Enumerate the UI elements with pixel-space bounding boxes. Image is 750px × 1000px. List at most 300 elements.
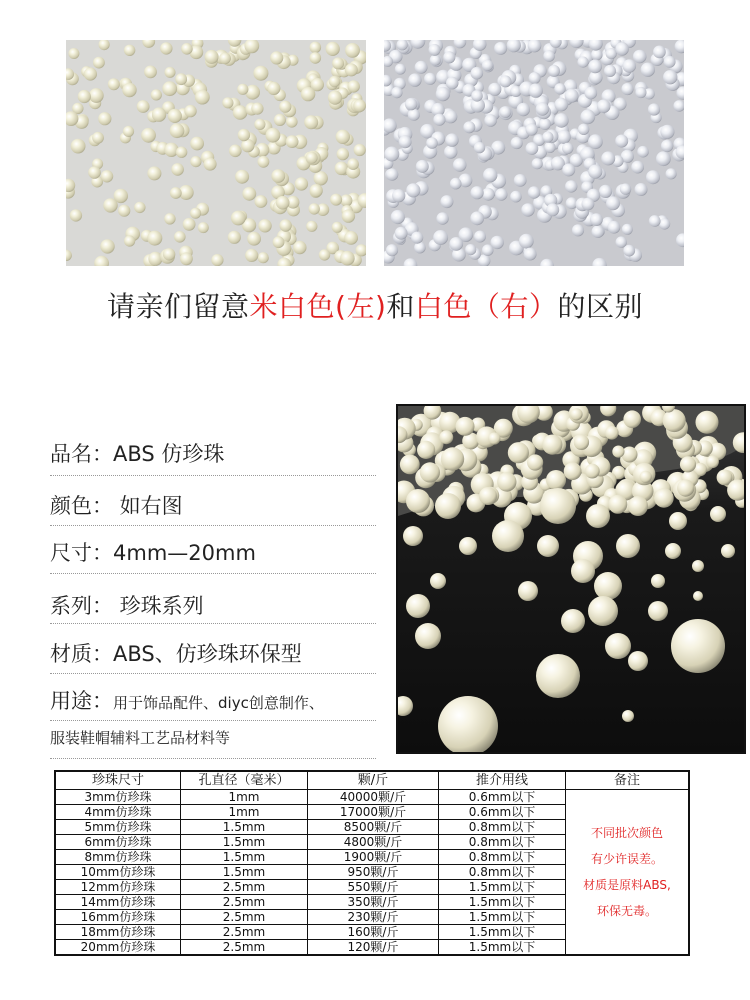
pearl [615,42,629,56]
pearl [439,430,453,444]
pearl [406,489,430,513]
cell-hole: 2.5mm [181,895,308,910]
pearl [319,249,330,260]
header-size: 珍珠尺寸 [55,771,181,790]
pearl [710,506,726,522]
pearl [592,225,605,238]
pearl [680,456,696,472]
pearl [170,123,185,138]
pearl [295,177,308,190]
pearls-closeup-photo [396,404,746,754]
pearl [70,209,82,221]
pearl [314,171,328,185]
header-count-per-jin: 颗/斤 [308,771,439,790]
pearl [306,152,318,164]
pearl [623,59,637,73]
pearl [228,231,241,244]
pearl [436,212,448,224]
pearl [628,651,648,671]
cell-size: 4mm仿珍珠 [55,805,181,820]
pearl [648,103,660,115]
pearl [286,116,298,128]
pearl [245,249,258,262]
pearl [511,137,523,149]
pearl [123,126,134,137]
pearl [692,560,704,572]
spec-divider [50,475,376,476]
size-table [54,770,690,956]
spec-divider [50,720,376,721]
pearl [574,435,589,450]
pearl [255,195,268,208]
pearl [306,221,317,232]
pearl [345,63,358,76]
cell-hole: 1.5mm [181,820,308,835]
pearl [258,156,270,168]
cell-size: 16mm仿珍珠 [55,910,181,925]
pearl [176,147,187,158]
pearl [471,186,484,199]
pearl [190,137,204,151]
pearl [144,66,157,79]
pearls-closeup-image [398,406,744,752]
pearl [340,251,355,266]
cell-count: 350颗/斤 [308,895,439,910]
notes-cell [566,790,690,956]
pearl [148,252,162,266]
pearl [424,73,436,85]
pearl [78,90,91,103]
pearl [661,140,673,152]
cell-count: 950颗/斤 [308,865,439,880]
pearl [233,105,248,120]
pearl [430,55,441,66]
pearl [430,573,446,589]
pearl [271,169,285,183]
pearl [633,50,647,64]
pearl [310,184,323,197]
pearl [391,210,405,224]
cell-count: 160颗/斤 [308,925,439,940]
pearl [180,252,193,265]
pearl [354,144,366,156]
pearl [171,163,184,176]
pearl [721,544,735,558]
spec-size: 尺寸：4mm—20mm [50,541,256,565]
cell-thread: 1.5mm以下 [439,880,566,895]
pearl [499,106,511,118]
pearl [190,208,201,219]
pearl [604,65,616,77]
pearl [654,488,674,508]
pearl [669,512,687,530]
pearl [706,455,719,468]
pearl [605,633,631,659]
pearl [274,114,286,126]
pearl [71,139,86,154]
pearl [483,168,497,182]
pearl [88,166,101,179]
cell-thread: 0.8mm以下 [439,865,566,880]
pearl [599,185,612,198]
cell-hole: 1.5mm [181,835,308,850]
pearl [415,623,441,649]
pearl [137,100,150,113]
pearl [474,231,486,243]
pearl [456,417,475,436]
cell-count: 8500颗/斤 [308,820,439,835]
pearl [406,594,430,618]
spec-divider [50,623,376,624]
cell-thread: 1.5mm以下 [439,910,566,925]
pearl [597,99,611,113]
pearl [344,231,358,245]
pearl [517,103,530,116]
pearl [443,51,455,63]
pearl [408,73,421,86]
pearl [656,151,671,166]
pearl [444,110,457,123]
pearl [103,198,117,212]
pearl [175,73,187,85]
pearl [500,75,512,87]
pearl [615,135,628,148]
pearl [519,234,534,249]
pearl [693,591,703,601]
cell-thread: 1.5mm以下 [439,895,566,910]
pearl [353,99,366,112]
pearl [528,186,540,198]
pearl [649,215,661,227]
pearl [564,462,582,480]
pearl [98,112,111,125]
pearl [488,432,500,444]
pearl [222,97,233,108]
pearl [588,596,618,626]
pearl [258,219,271,232]
pearl [453,158,467,172]
pearl [286,135,299,148]
spec-color: 颜色： 如右图 [50,494,183,518]
cell-thread: 0.6mm以下 [439,790,566,805]
caption-part-1: 请亲们留意 [107,290,250,323]
pearl [195,90,210,105]
pearl [134,202,145,213]
pearl [435,493,461,519]
pearl [544,142,555,153]
pearl [310,52,322,64]
pearl [608,495,627,514]
pearl [190,156,201,167]
pearl [459,537,477,555]
pearl [124,45,135,56]
pearl [164,213,175,224]
pearl [510,191,522,203]
cell-size: 5mm仿珍珠 [55,820,181,835]
pearl [542,435,562,455]
pearl [332,222,343,233]
cell-hole: 2.5mm [181,925,308,940]
cell-thread: 1.5mm以下 [439,940,566,956]
cell-size: 6mm仿珍珠 [55,835,181,850]
header-recommended-thread: 推介用线 [439,771,566,790]
pearl [152,107,166,121]
pearl [416,160,429,173]
pearl [408,109,420,121]
pearl [484,114,497,127]
pearl [539,118,551,130]
pearl [608,221,621,234]
caption-ivory-left: 米白色(左) [249,290,387,323]
cell-hole: 2.5mm [181,940,308,956]
pearl [417,441,435,459]
pearl [168,109,182,123]
pearl [666,168,677,179]
pearl [415,61,428,74]
cell-hole: 1.5mm [181,850,308,865]
pearl [542,132,553,143]
cell-hole: 2.5mm [181,880,308,895]
cell-thread: 0.8mm以下 [439,835,566,850]
cell-size: 8mm仿珍珠 [55,850,181,865]
pearl [273,236,285,248]
spec-usage-continued: 服装鞋帽辅料工艺品材料等 [50,729,231,747]
cell-count: 120颗/斤 [308,940,439,956]
cell-count: 230颗/斤 [308,910,439,925]
pearl [524,248,537,261]
pearl [235,170,249,184]
pearl [183,218,196,231]
pearl [514,174,527,187]
pearl [671,619,725,673]
spec-divider [50,673,376,674]
cell-size: 20mm仿珍珠 [55,940,181,956]
pearl [562,163,575,176]
pearl [546,470,566,490]
pearl [444,145,457,158]
caption-part-5: 的区别 [557,290,643,323]
pearl [536,654,580,698]
pearl [591,49,603,61]
pearl [622,710,634,722]
pearl [411,232,423,244]
pearl [554,83,565,94]
note-line: 环保无毒。 [596,904,657,918]
pearl [68,48,79,59]
white-pearls-photo [384,40,684,266]
pearl [328,91,342,105]
pearl [628,496,648,516]
pearl [665,543,681,559]
pearl [420,462,440,482]
pearl [141,128,156,143]
pearl [631,161,644,174]
pearl [659,218,670,229]
cell-count: 4800颗/斤 [308,835,439,850]
pearl [578,124,589,135]
pearl [471,67,484,80]
pearl [405,98,417,110]
pearl [429,44,441,56]
pearl [406,183,420,197]
cell-thread: 1.5mm以下 [439,925,566,940]
pearl [594,572,622,600]
note-line: 材质是原料ABS, [583,878,671,892]
pearl [332,57,344,69]
pearl [616,236,627,247]
caption-white-right: 白色（右） [414,290,558,323]
caption-part-3: 和 [386,290,415,323]
pearl [181,43,193,55]
pearl [433,114,445,126]
pearl [696,411,719,434]
pearl [266,128,281,143]
pearl [621,83,633,95]
pearl [279,219,291,231]
spec-usage-label: 用途： [50,689,113,713]
pearl [400,455,420,475]
pearl [660,125,674,139]
pearl [562,143,573,154]
cell-size: 18mm仿珍珠 [55,925,181,940]
pearl [463,121,475,133]
pearl [623,410,641,428]
pearl [84,67,97,80]
pearl [588,60,602,74]
cell-thread: 0.6mm以下 [439,805,566,820]
pearl [165,67,176,78]
cell-thread: 0.8mm以下 [439,820,566,835]
pearl [474,142,485,153]
pearl [546,203,559,216]
pearl [347,158,359,170]
pearl [612,446,624,458]
pearl [254,119,265,130]
pearl [606,48,617,59]
pearl [554,113,569,128]
pearl [623,245,635,257]
pearl [310,42,322,54]
pearl [471,90,483,102]
cell-size: 3mm仿珍珠 [55,790,181,805]
spec-usage [50,685,376,715]
pearl [267,82,280,95]
pearl [204,158,217,171]
color-difference-caption [0,285,750,325]
pearl [532,158,543,169]
pearl [391,87,402,98]
pearl [446,77,459,90]
pearl [348,80,360,92]
pearl [345,43,360,58]
cell-size: 12mm仿珍珠 [55,880,181,895]
pearl [635,87,646,98]
pearl [616,534,640,558]
pearl [479,487,497,505]
table-header-row [55,771,689,790]
pearl [336,130,350,144]
pearl [445,133,458,146]
pearl [582,198,595,211]
pearl [399,135,412,148]
pearl [588,134,603,149]
cell-hole: 2.5mm [181,910,308,925]
pearl [392,189,405,202]
pearl [527,454,543,470]
pearl [211,254,223,266]
pearl [337,148,349,160]
pearl [536,102,549,115]
pearl [640,471,652,483]
pearl [251,103,263,115]
pearl [118,205,130,217]
pearl [622,224,633,235]
pearl [436,87,450,101]
pearl [258,252,269,263]
pearl [491,236,504,249]
pearl [664,56,676,68]
pearl [561,609,585,633]
pearl [641,63,655,77]
pearl [108,78,120,90]
pearl [237,84,248,95]
pearl [620,183,631,194]
pearl [586,504,610,528]
pearl [329,76,340,87]
pearl [276,196,290,210]
pearl [585,464,600,479]
pearl [529,83,543,97]
cell-count: 1900颗/斤 [308,850,439,865]
ivory-pearls-image [66,40,366,266]
spec-material: 材质：ABS、仿珍珠环保型 [50,642,302,666]
pearl [124,235,135,246]
spec-series: 系列： 珍珠系列 [50,594,204,618]
pearl [151,89,162,100]
pearl [465,244,476,255]
pearl [101,170,113,182]
pearl [521,203,534,216]
pearl [147,231,162,246]
spec-divider [50,573,376,574]
pearl [395,227,408,240]
pearl [663,409,686,432]
pearl [495,188,507,200]
pearl [174,231,186,243]
pearl [205,50,219,64]
pearl [170,187,182,199]
pearl [403,526,423,546]
pearl [238,129,250,141]
pearl [247,232,261,246]
cell-count: 550颗/斤 [308,880,439,895]
pearl [309,203,320,214]
pearl [184,105,196,117]
pearl [526,142,539,155]
pearl [540,488,576,524]
cell-size: 14mm仿珍珠 [55,895,181,910]
note-line: 不同批次颜色 [590,826,663,840]
pearl [93,57,105,69]
ivory-pearls-photo [66,40,366,266]
pearl [601,151,615,165]
pearl [160,42,172,54]
pearl [147,166,161,180]
cell-size: 10mm仿珍珠 [55,865,181,880]
pearl [242,187,256,201]
pearl [577,57,588,68]
pearl [653,46,666,59]
